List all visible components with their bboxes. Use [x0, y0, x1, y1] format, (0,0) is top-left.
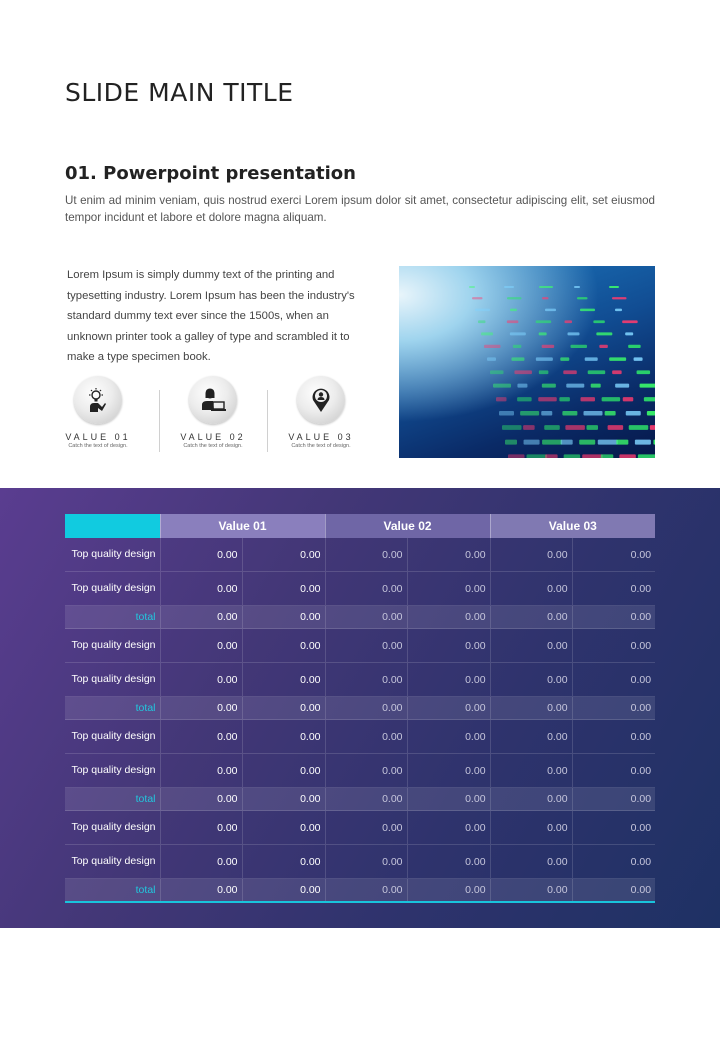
stock-ticker-photo: [399, 266, 655, 458]
value-cell: 0.00: [160, 538, 242, 572]
value-cell: 0.00: [490, 606, 572, 629]
value-cell: 0.00: [242, 606, 325, 629]
ticker-digit: [562, 411, 577, 416]
ticker-digit: [644, 397, 655, 401]
ticker-digit: [514, 370, 532, 374]
value-cell: 0.00: [407, 788, 490, 811]
ticker-digit: [629, 425, 649, 430]
ticker-digit: [587, 425, 599, 430]
row-label: Top quality design: [65, 720, 160, 754]
value-label-1: VALUE 01: [65, 432, 131, 442]
value-cell: 0.00: [490, 572, 572, 606]
row-label: total: [65, 788, 160, 811]
ticker-digit: [469, 286, 475, 288]
ticker-digit: [653, 440, 655, 445]
value-cell: 0.00: [160, 811, 242, 845]
value-cell: 0.00: [325, 845, 407, 879]
value-cell: 0.00: [242, 754, 325, 788]
header-value-01: Value 01: [160, 514, 325, 538]
value-cell: 0.00: [325, 879, 407, 903]
value-cell: 0.00: [242, 572, 325, 606]
value-cell: 0.00: [160, 845, 242, 879]
value-caption-2: Catch the text of design.: [183, 443, 243, 449]
ticker-digit: [593, 320, 605, 323]
ticker-digit: [496, 397, 507, 401]
value-cell: 0.00: [572, 606, 655, 629]
table-total-row: [65, 879, 655, 903]
ticker-digit: [619, 454, 636, 458]
row-label: total: [65, 606, 160, 629]
ticker-digit: [513, 345, 522, 348]
ticker-digit: [615, 309, 622, 312]
table-total-row: [65, 606, 655, 629]
value-cell: 0.00: [407, 720, 490, 754]
value-cell: 0.00: [490, 754, 572, 788]
ticker-digit: [638, 454, 655, 458]
ticker-digit: [520, 411, 539, 416]
value-cell: 0.00: [242, 788, 325, 811]
ticker-digit: [507, 297, 522, 299]
value-cell: 0.00: [242, 720, 325, 754]
ticker-digit: [560, 357, 569, 361]
row-label: Top quality design: [65, 754, 160, 788]
ticker-digit: [536, 357, 553, 361]
value-cell: 0.00: [242, 845, 325, 879]
ticker-digit: [472, 297, 483, 299]
ticker-digit: [640, 384, 655, 388]
ticker-digit: [523, 425, 535, 430]
row-label: Top quality design: [65, 629, 160, 663]
value-cell: 0.00: [325, 572, 407, 606]
table-row: [65, 811, 655, 845]
value-cell: 0.00: [325, 720, 407, 754]
value-cell: 0.00: [572, 697, 655, 720]
value-cell: 0.00: [407, 629, 490, 663]
value-cell: 0.00: [325, 538, 407, 572]
ticker-digit: [508, 454, 525, 458]
ticker-digit: [481, 332, 493, 335]
ticker-digit: [574, 286, 580, 288]
ticker-digit: [650, 425, 655, 430]
value-cell: 0.00: [325, 697, 407, 720]
value-cell: 0.00: [407, 879, 490, 903]
value-cell: 0.00: [325, 606, 407, 629]
ticker-digit: [541, 411, 552, 416]
value-cell: 0.00: [407, 538, 490, 572]
table-header-row: [65, 514, 655, 538]
row-label: Top quality design: [65, 845, 160, 879]
ticker-digit: [647, 411, 655, 416]
ticker-digit: [475, 309, 490, 312]
ticker-digit: [616, 440, 628, 445]
value-cell: 0.00: [325, 663, 407, 697]
ticker-digit: [517, 384, 527, 388]
ticker-digit: [582, 454, 603, 458]
ticker-digit: [588, 370, 606, 374]
value-cell: 0.00: [160, 663, 242, 697]
value-cell: 0.00: [242, 629, 325, 663]
value-cell: 0.00: [490, 697, 572, 720]
ticker-digit: [524, 440, 540, 445]
ticker-digit: [563, 370, 577, 374]
value-cell: 0.00: [407, 663, 490, 697]
body-paragraph: Lorem Ipsum is simply dummy text of the printing and typesetting industry. Lorem Ipsum has been the industry's standard dummy text ever since the 1500s, when an unknown printer took a galley of type and scrambled it to make a type specimen book.: [67, 269, 355, 363]
row-label: total: [65, 879, 160, 903]
value-cell: 0.00: [490, 538, 572, 572]
table-row: [65, 720, 655, 754]
table-row: [65, 572, 655, 606]
value-cell: 0.00: [572, 811, 655, 845]
table-row: [65, 663, 655, 697]
value-cell: 0.00: [160, 572, 242, 606]
ticker-digit: [545, 309, 556, 312]
ticker-digit: [561, 440, 573, 445]
value-cell: 0.00: [160, 629, 242, 663]
divider-1: [159, 390, 160, 452]
value-cell: 0.00: [490, 845, 572, 879]
ticker-board-graphic: [399, 266, 655, 458]
lightbulb-person-icon: [74, 376, 122, 424]
row-label: Top quality design: [65, 663, 160, 697]
ticker-digit: [605, 411, 616, 416]
ticker-digit: [577, 297, 588, 299]
ticker-digit: [545, 454, 558, 458]
value-cell: 0.00: [407, 754, 490, 788]
row-label: Top quality design: [65, 811, 160, 845]
ticker-digit: [527, 454, 548, 458]
ticker-digit: [484, 345, 501, 348]
ticker-digit: [584, 411, 603, 416]
ticker-digit: [580, 309, 595, 312]
value-cell: 0.00: [160, 606, 242, 629]
ticker-digit: [504, 286, 514, 288]
header-value-03: Value 03: [490, 514, 655, 538]
value-cell: 0.00: [407, 606, 490, 629]
ticker-digit: [538, 397, 557, 401]
ticker-digit: [591, 384, 601, 388]
value-cell: 0.00: [160, 788, 242, 811]
table-row: [65, 845, 655, 879]
value-cell: 0.00: [572, 879, 655, 903]
ticker-digit: [602, 397, 621, 401]
ticker-digit: [581, 397, 596, 401]
table-row: [65, 538, 655, 572]
header-label-cell: [65, 514, 160, 538]
ticker-digit: [625, 332, 633, 335]
value-item-2: [168, 375, 258, 449]
ticker-digit: [637, 370, 651, 374]
ticker-digit: [539, 370, 549, 374]
ticker-digit: [601, 454, 614, 458]
value-cell: 0.00: [572, 538, 655, 572]
ticker-digit: [542, 384, 556, 388]
ticker-digit: [539, 332, 547, 335]
value-cell: 0.00: [572, 720, 655, 754]
value-cell: 0.00: [490, 629, 572, 663]
value-cell: 0.00: [325, 811, 407, 845]
location-person-icon: [297, 376, 345, 424]
ticker-digit: [510, 309, 517, 312]
ticker-digit: [612, 370, 622, 374]
value-cell: 0.00: [490, 720, 572, 754]
ticker-digit: [502, 425, 522, 430]
ticker-digit: [565, 320, 573, 323]
ticker-digit: [571, 345, 588, 348]
ticker-digit: [626, 411, 641, 416]
value-cell: 0.00: [242, 538, 325, 572]
ticker-digit: [598, 440, 618, 445]
ticker-digit: [635, 440, 651, 445]
ticker-digit: [568, 332, 580, 335]
value-cell: 0.00: [160, 879, 242, 903]
ticker-digit: [487, 357, 496, 361]
ticker-digit: [596, 332, 612, 335]
ticker-digit: [565, 425, 585, 430]
ticker-digit: [599, 345, 608, 348]
value-label-2: VALUE 02: [180, 432, 246, 442]
value-cell: 0.00: [572, 788, 655, 811]
ticker-digit: [542, 440, 562, 445]
ticker-digit: [499, 411, 514, 416]
value-cell: 0.00: [572, 663, 655, 697]
table-row: [65, 754, 655, 788]
ticker-digit: [542, 297, 549, 299]
ticker-digit: [559, 397, 570, 401]
row-label: total: [65, 697, 160, 720]
value-cell: 0.00: [325, 754, 407, 788]
value-cell: 0.00: [407, 811, 490, 845]
ticker-digit: [490, 370, 504, 374]
ticker-digit: [539, 286, 553, 288]
value-cell: 0.00: [160, 720, 242, 754]
value-cell: 0.00: [572, 629, 655, 663]
value-cell: 0.00: [160, 697, 242, 720]
row-label: Top quality design: [65, 572, 160, 606]
ticker-digit: [517, 397, 532, 401]
header-value-02: Value 02: [325, 514, 490, 538]
ticker-digit: [622, 320, 638, 323]
value-cell: 0.00: [572, 845, 655, 879]
ticker-digit: [510, 332, 526, 335]
value-cell: 0.00: [490, 788, 572, 811]
value-caption-3: Catch the text of design.: [291, 443, 351, 449]
value-item-1: [53, 375, 143, 449]
ticker-digit: [612, 297, 627, 299]
ticker-digit: [544, 425, 560, 430]
value-cell: 0.00: [572, 572, 655, 606]
value-cell: 0.00: [242, 879, 325, 903]
ticker-digit: [542, 345, 555, 348]
person-laptop-icon: [189, 376, 237, 424]
value-cell: 0.00: [407, 845, 490, 879]
row-label: Top quality design: [65, 538, 160, 572]
ticker-digit: [615, 384, 629, 388]
value-cell: 0.00: [242, 811, 325, 845]
value-icons: [65, 375, 365, 455]
ticker-digit: [566, 384, 584, 388]
ticker-digit: [511, 357, 524, 361]
value-cell: 0.00: [242, 663, 325, 697]
ticker-digit: [505, 440, 517, 445]
ticker-digit: [609, 286, 619, 288]
value-cell: 0.00: [325, 629, 407, 663]
value-caption-1: Catch the text of design.: [68, 443, 128, 449]
value-item-3: [276, 375, 366, 449]
ticker-digit: [623, 397, 634, 401]
table-row: [65, 629, 655, 663]
ticker-digit: [585, 357, 598, 361]
section-subtitle: 01. Powerpoint presentation: [65, 163, 356, 184]
ticker-digit: [608, 425, 624, 430]
ticker-digit: [507, 320, 518, 323]
ticker-digit: [478, 320, 486, 323]
ticker-digit: [609, 357, 626, 361]
ticker-digit: [564, 454, 581, 458]
value-cell: 0.00: [490, 663, 572, 697]
ticker-digit: [536, 320, 552, 323]
value-cell: 0.00: [490, 879, 572, 903]
value-cell: 0.00: [160, 754, 242, 788]
table-total-row: [65, 697, 655, 720]
slide-title: SLIDE MAIN TITLE: [65, 78, 294, 107]
ticker-digit: [634, 357, 643, 361]
lead-paragraph: Ut enim ad minim veniam, quis nostrud exerci Lorem ipsum dolor sit amet, consectetur adipiscing elit, set eiusmod tempor incidunt et labore et dolore magna aliquam.: [65, 194, 655, 224]
ticker-digit: [493, 384, 511, 388]
ticker-digit: [579, 440, 595, 445]
value-cell: 0.00: [407, 697, 490, 720]
value-cell: 0.00: [490, 811, 572, 845]
value-cell: 0.00: [242, 697, 325, 720]
value-cell: 0.00: [407, 572, 490, 606]
value-cell: 0.00: [572, 754, 655, 788]
values-table: [65, 514, 655, 903]
value-label-3: VALUE 03: [288, 432, 354, 442]
divider-2: [267, 390, 268, 452]
value-cell: 0.00: [325, 788, 407, 811]
ticker-digit: [628, 345, 641, 348]
table-total-row: [65, 788, 655, 811]
